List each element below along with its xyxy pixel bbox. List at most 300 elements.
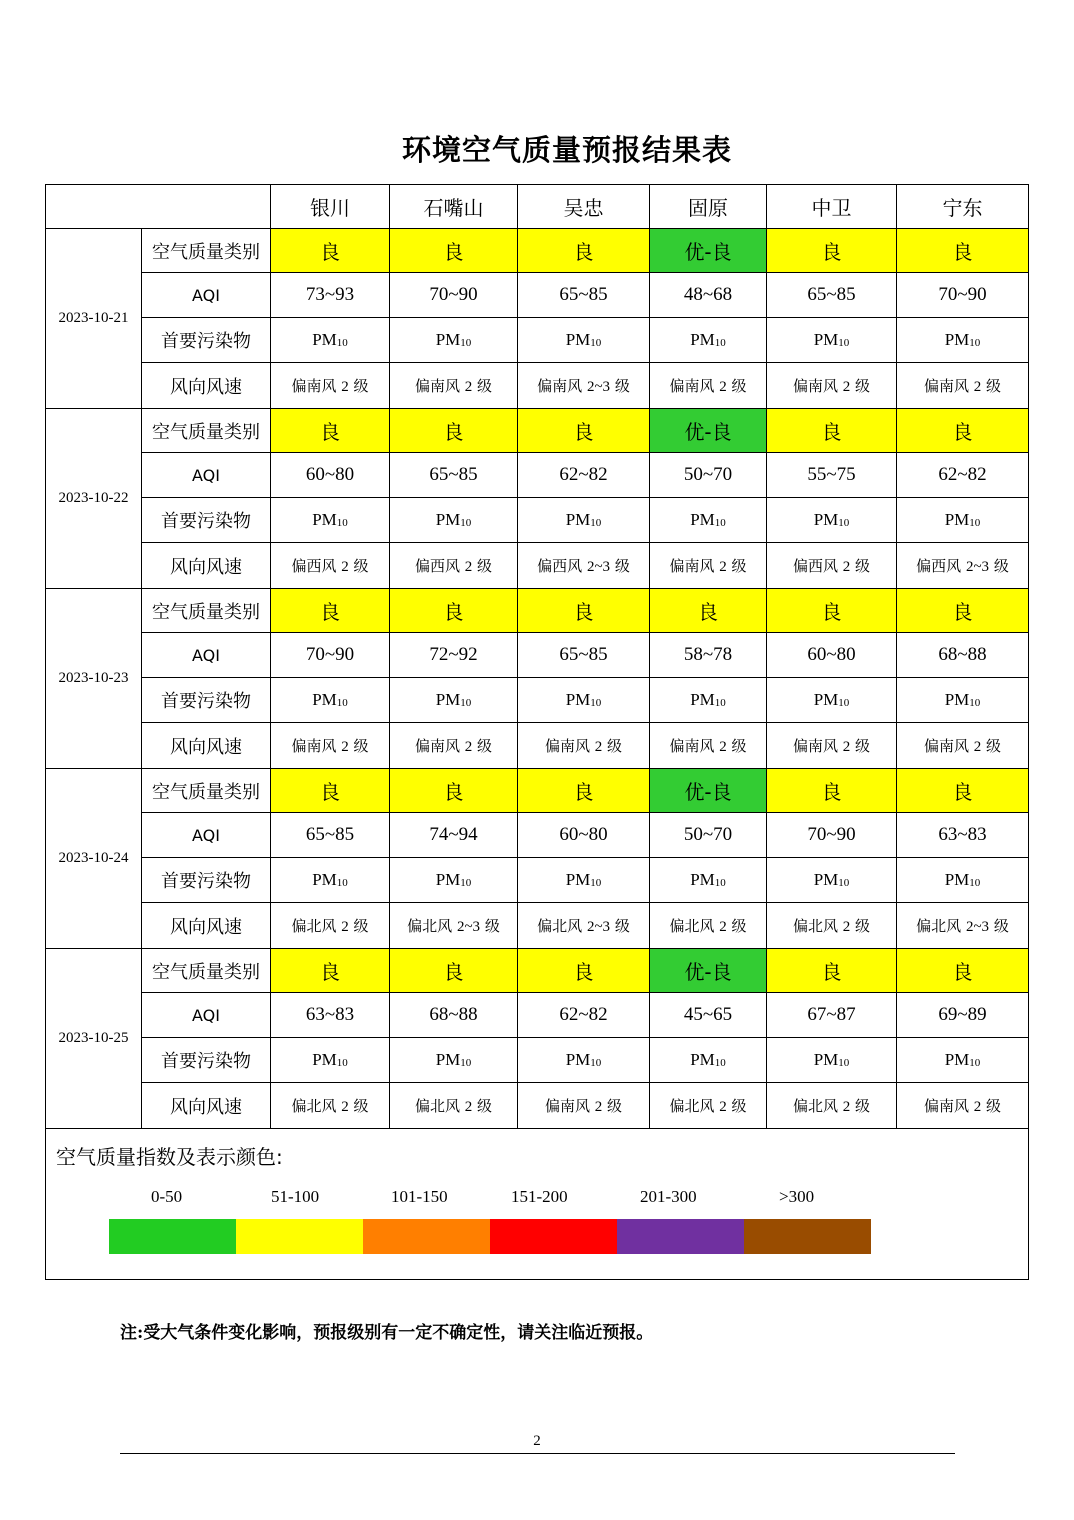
pollutant-subscript: 10: [838, 337, 850, 349]
pollutant-main: PM: [944, 870, 970, 889]
category-row: [46, 769, 1029, 813]
wind-direction: 偏南风: [291, 737, 342, 755]
wind-level: 2: [341, 919, 349, 935]
aqi-cell: 70~90: [767, 813, 897, 858]
pollutant-subscript: 10: [714, 337, 726, 349]
pollutant-subscript: 10: [590, 337, 602, 349]
wind-unit: 级: [850, 557, 871, 575]
row-label-pollutant: 首要污染物: [142, 858, 271, 903]
wind-unit: 级: [472, 377, 493, 395]
pollutant-cell: [897, 678, 1029, 723]
wind-direction: 偏南风: [544, 737, 595, 755]
wind-level: 2: [973, 739, 982, 755]
pollutant-subscript: 10: [838, 1057, 850, 1069]
page-number: 2: [533, 1433, 541, 1449]
pollutant-subscript: 10: [336, 517, 348, 529]
category-cell: 良: [897, 229, 1029, 273]
wind-unit: 级: [480, 917, 500, 935]
pollutant-cell: [897, 498, 1029, 543]
row-label-pollutant: 首要污染物: [142, 318, 271, 363]
category-cell: 良: [767, 589, 897, 633]
pollutant-cell: [390, 858, 518, 903]
pollutant-subscript: 10: [460, 517, 472, 529]
legend-range-label: 201-300: [640, 1187, 697, 1206]
wind-row: [46, 723, 1029, 769]
pollutant-main: PM: [435, 870, 461, 889]
wind-level: 2: [842, 1099, 851, 1115]
wind-cell: [650, 543, 767, 589]
pollutant-subscript: 10: [969, 1057, 981, 1069]
aqi-cell: 65~85: [518, 633, 650, 678]
wind-direction: 偏南风: [414, 377, 465, 395]
forecast-table: [45, 184, 1029, 1280]
aqi-cell: 68~88: [897, 633, 1029, 678]
legend-row: [46, 1129, 1029, 1280]
wind-row: [46, 363, 1029, 409]
pollutant-main: PM: [690, 690, 715, 709]
aqi-cell: 62~82: [518, 993, 650, 1038]
category-cell: 良: [518, 769, 650, 813]
aqi-cell: 45~65: [650, 993, 767, 1038]
pollutant-row: [46, 498, 1029, 543]
wind-unit: 级: [610, 377, 630, 395]
category-row: [46, 949, 1029, 993]
wind-direction: 偏西风: [414, 557, 465, 575]
wind-cell: [897, 1083, 1029, 1129]
pollutant-subscript: 10: [460, 1057, 472, 1069]
aqi-cell: 62~82: [518, 453, 650, 498]
wind-direction: 偏南风: [923, 377, 974, 395]
wind-cell: [271, 1083, 390, 1129]
wind-level: 2: [464, 379, 473, 395]
wind-level: 2: [341, 379, 349, 395]
pollutant-subscript: 10: [969, 877, 981, 889]
row-label-category: 空气质量类别: [142, 769, 271, 813]
wind-cell: [518, 723, 650, 769]
category-cell: 良: [650, 589, 767, 633]
legend-color-swatch: [490, 1219, 617, 1254]
aqi-row: [46, 273, 1029, 318]
aqi-cell: 50~70: [650, 453, 767, 498]
pollutant-cell: [518, 1038, 650, 1083]
wind-cell: [518, 543, 650, 589]
aqi-cell: 72~92: [390, 633, 518, 678]
wind-level: 2: [341, 1099, 349, 1115]
aqi-cell: 60~80: [271, 453, 390, 498]
row-label-pollutant: 首要污染物: [142, 1038, 271, 1083]
wind-unit: 级: [850, 917, 871, 935]
wind-cell: [897, 363, 1029, 409]
pollutant-cell: [518, 318, 650, 363]
category-cell: 良: [390, 589, 518, 633]
wind-level: 2: [341, 559, 349, 575]
category-cell: 优-良: [650, 949, 767, 993]
pollutant-main: PM: [565, 870, 591, 889]
pollutant-main: PM: [690, 330, 715, 349]
pollutant-cell: [897, 318, 1029, 363]
date-cell: 2023-10-25: [46, 949, 142, 1129]
pollutant-subscript: 10: [969, 517, 981, 529]
wind-level: 2: [973, 379, 982, 395]
aqi-cell: 67~87: [767, 993, 897, 1038]
pollutant-main: PM: [565, 330, 591, 349]
category-cell: 良: [767, 409, 897, 453]
aqi-row: [46, 453, 1029, 498]
city-header: 银川: [271, 185, 390, 229]
category-cell: 优-良: [650, 769, 767, 813]
wind-cell: [390, 903, 518, 949]
wind-unit: 级: [726, 377, 747, 395]
pollutant-cell: [271, 318, 390, 363]
wind-cell: [767, 1083, 897, 1129]
aqi-color-legend: [46, 1129, 1029, 1280]
wind-level: 2: [464, 1099, 473, 1115]
pollutant-subscript: 10: [838, 877, 850, 889]
pollutant-cell: [767, 318, 897, 363]
pollutant-cell: [767, 858, 897, 903]
wind-direction: 偏南风: [414, 737, 465, 755]
date-cell: 2023-10-22: [46, 409, 142, 589]
wind-cell: [650, 363, 767, 409]
pollutant-cell: [271, 858, 390, 903]
wind-level: 2: [719, 559, 727, 575]
city-header: 吴忠: [518, 185, 650, 229]
pollutant-cell: [650, 1038, 767, 1083]
wind-level: 2: [464, 739, 473, 755]
pollutant-cell: [518, 678, 650, 723]
pollutant-main: PM: [690, 1050, 715, 1069]
wind-direction: 偏南风: [792, 377, 843, 395]
wind-level: 2~3: [586, 919, 611, 935]
wind-direction: 偏南风: [669, 377, 720, 395]
aqi-cell: 60~80: [767, 633, 897, 678]
wind-direction: 偏北风: [537, 917, 587, 935]
page-title: 环境空气质量预报结果表: [401, 133, 732, 167]
wind-cell: [767, 543, 897, 589]
pollutant-subscript: 10: [969, 337, 981, 349]
wind-level: 2: [719, 739, 727, 755]
pollutant-subscript: 10: [838, 517, 850, 529]
pollutant-cell: [271, 678, 390, 723]
legend-color-swatch: [363, 1219, 490, 1254]
wind-cell: [767, 723, 897, 769]
aqi-cell: 58~78: [650, 633, 767, 678]
wind-direction: 偏北风: [792, 917, 843, 935]
category-cell: 优-良: [650, 229, 767, 273]
legend-range-label: >300: [779, 1187, 815, 1206]
pollutant-subscript: 10: [460, 337, 472, 349]
wind-unit: 级: [981, 1097, 1002, 1115]
pollutant-subscript: 10: [714, 697, 726, 709]
pollutant-cell: [767, 678, 897, 723]
category-cell: 良: [271, 769, 390, 813]
aqi-cell: 74~94: [390, 813, 518, 858]
row-label-aqi: AQI: [142, 633, 271, 678]
wind-direction: 偏南风: [291, 377, 342, 395]
date-cell: 2023-10-21: [46, 229, 142, 409]
category-cell: 良: [271, 949, 390, 993]
wind-unit: 级: [726, 917, 747, 935]
header-row: [46, 185, 1029, 229]
wind-level: 2: [973, 1099, 982, 1115]
city-header: 中卫: [767, 185, 897, 229]
pollutant-cell: [897, 858, 1029, 903]
city-header: 石嘴山: [390, 185, 518, 229]
row-label-pollutant: 首要污染物: [142, 678, 271, 723]
aqi-cell: 73~93: [271, 273, 390, 318]
pollutant-cell: [767, 1038, 897, 1083]
wind-unit: 级: [348, 557, 369, 575]
wind-cell: [897, 903, 1029, 949]
wind-cell: [897, 543, 1029, 589]
pollutant-subscript: 10: [714, 517, 726, 529]
category-cell: 优-良: [650, 409, 767, 453]
row-label-aqi: AQI: [142, 813, 271, 858]
wind-cell: [650, 903, 767, 949]
legend-color-swatch: [109, 1219, 236, 1254]
city-header: 宁东: [897, 185, 1029, 229]
row-label-wind: 风向风速: [142, 363, 271, 409]
pollutant-row: [46, 1038, 1029, 1083]
pollutant-main: PM: [435, 510, 461, 529]
aqi-cell: 69~89: [897, 993, 1029, 1038]
wind-unit: 级: [989, 557, 1009, 575]
pollutant-main: PM: [312, 330, 337, 349]
pollutant-main: PM: [565, 690, 591, 709]
wind-level: 2~3: [965, 919, 990, 935]
pollutant-cell: [390, 678, 518, 723]
legend-color-swatch: [617, 1219, 744, 1254]
wind-cell: [271, 723, 390, 769]
aqi-cell: 48~68: [650, 273, 767, 318]
wind-unit: 级: [348, 1097, 369, 1115]
date-cell: 2023-10-23: [46, 589, 142, 769]
aqi-row: [46, 633, 1029, 678]
category-cell: 良: [518, 949, 650, 993]
pollutant-main: PM: [312, 870, 337, 889]
pollutant-subscript: 10: [590, 517, 602, 529]
category-cell: 良: [271, 229, 390, 273]
wind-direction: 偏北风: [407, 917, 457, 935]
pollutant-cell: [650, 858, 767, 903]
pollutant-main: PM: [813, 330, 839, 349]
pollutant-subscript: 10: [714, 877, 726, 889]
category-cell: 良: [390, 949, 518, 993]
category-cell: 良: [390, 409, 518, 453]
wind-level: 2~3: [965, 559, 990, 575]
category-cell: 良: [271, 409, 390, 453]
wind-unit: 级: [850, 1097, 871, 1115]
aqi-cell: 65~85: [271, 813, 390, 858]
aqi-cell: 65~85: [518, 273, 650, 318]
pollutant-subscript: 10: [590, 1057, 602, 1069]
wind-unit: 级: [726, 557, 747, 575]
wind-level: 2~3: [456, 919, 481, 935]
category-cell: 良: [271, 589, 390, 633]
row-label-wind: 风向风速: [142, 903, 271, 949]
pollutant-cell: [897, 1038, 1029, 1083]
wind-cell: [271, 363, 390, 409]
row-label-category: 空气质量类别: [142, 949, 271, 993]
pollutant-cell: [650, 678, 767, 723]
wind-unit: 级: [348, 377, 369, 395]
wind-level: 2~3: [586, 559, 611, 575]
aqi-cell: 70~90: [271, 633, 390, 678]
legend-range-label: 0-50: [151, 1187, 183, 1206]
pollutant-main: PM: [435, 330, 461, 349]
aqi-cell: 63~83: [271, 993, 390, 1038]
header-corner: [46, 185, 271, 229]
pollutant-cell: [650, 498, 767, 543]
wind-cell: [271, 903, 390, 949]
date-cell: 2023-10-24: [46, 769, 142, 949]
wind-direction: 偏南风: [669, 557, 720, 575]
wind-cell: [650, 723, 767, 769]
wind-direction: 偏西风: [916, 557, 966, 575]
wind-unit: 级: [981, 737, 1002, 755]
category-cell: 良: [518, 589, 650, 633]
pollutant-row: [46, 678, 1029, 723]
aqi-cell: 62~82: [897, 453, 1029, 498]
category-cell: 良: [897, 769, 1029, 813]
aqi-cell: 68~88: [390, 993, 518, 1038]
pollutant-subscript: 10: [838, 697, 850, 709]
wind-cell: [390, 363, 518, 409]
pollutant-main: PM: [944, 510, 970, 529]
wind-level: 2: [719, 379, 727, 395]
pollutant-cell: [390, 498, 518, 543]
pollutant-subscript: 10: [714, 1057, 726, 1069]
row-label-aqi: AQI: [142, 453, 271, 498]
pollutant-main: PM: [944, 690, 970, 709]
row-label-wind: 风向风速: [142, 1083, 271, 1129]
wind-unit: 级: [348, 737, 369, 755]
wind-unit: 级: [602, 1097, 623, 1115]
category-cell: 良: [518, 409, 650, 453]
wind-cell: [271, 543, 390, 589]
wind-cell: [767, 363, 897, 409]
pollutant-subscript: 10: [336, 337, 348, 349]
legend-title: 空气质量指数及表示颜色:: [56, 1145, 283, 1169]
pollutant-cell: [271, 1038, 390, 1083]
category-cell: 良: [767, 229, 897, 273]
category-cell: 良: [518, 229, 650, 273]
row-label-aqi: AQI: [142, 273, 271, 318]
row-label-pollutant: 首要污染物: [142, 498, 271, 543]
pollutant-cell: [518, 858, 650, 903]
pollutant-main: PM: [813, 510, 839, 529]
pollutant-main: PM: [813, 690, 839, 709]
wind-row: [46, 903, 1029, 949]
pollutant-main: PM: [813, 870, 839, 889]
wind-row: [46, 543, 1029, 589]
wind-cell: [897, 723, 1029, 769]
pollutant-cell: [390, 1038, 518, 1083]
wind-level: 2: [594, 1099, 603, 1115]
aqi-cell: 63~83: [897, 813, 1029, 858]
aqi-cell: 55~75: [767, 453, 897, 498]
aqi-cell: 60~80: [518, 813, 650, 858]
pollutant-main: PM: [944, 330, 970, 349]
pollutant-subscript: 10: [336, 877, 348, 889]
wind-unit: 级: [602, 737, 623, 755]
category-cell: 良: [897, 589, 1029, 633]
wind-cell: [767, 903, 897, 949]
wind-cell: [390, 543, 518, 589]
pollutant-main: PM: [565, 1050, 591, 1069]
category-cell: 良: [767, 769, 897, 813]
category-row: [46, 589, 1029, 633]
pollutant-main: PM: [813, 1050, 839, 1069]
wind-direction: 偏北风: [291, 1097, 342, 1115]
category-cell: 良: [767, 949, 897, 993]
pollutant-main: PM: [312, 690, 337, 709]
pollutant-subscript: 10: [336, 1057, 348, 1069]
pollutant-row: [46, 858, 1029, 903]
category-cell: 良: [390, 229, 518, 273]
legend-range-label: 151-200: [511, 1187, 568, 1206]
wind-unit: 级: [610, 917, 630, 935]
legend-color-swatch: [744, 1219, 871, 1254]
wind-unit: 级: [981, 377, 1002, 395]
wind-direction: 偏西风: [537, 557, 587, 575]
category-row: [46, 409, 1029, 453]
wind-direction: 偏北风: [916, 917, 966, 935]
pollutant-subscript: 10: [336, 697, 348, 709]
pollutant-row: [46, 318, 1029, 363]
wind-cell: [518, 1083, 650, 1129]
aqi-cell: 65~85: [767, 273, 897, 318]
wind-unit: 级: [726, 1097, 747, 1115]
pollutant-subscript: 10: [460, 697, 472, 709]
pollutant-main: PM: [690, 510, 715, 529]
wind-level: 2: [842, 559, 851, 575]
wind-level: 2: [719, 919, 727, 935]
pollutant-cell: [390, 318, 518, 363]
wind-row: [46, 1083, 1029, 1129]
pollutant-cell: [271, 498, 390, 543]
pollutant-main: PM: [435, 690, 461, 709]
wind-direction: 偏北风: [792, 1097, 843, 1115]
wind-direction: 偏北风: [669, 917, 720, 935]
wind-unit: 级: [348, 917, 369, 935]
legend-range-label: 101-150: [391, 1187, 448, 1206]
aqi-row: [46, 993, 1029, 1038]
row-label-category: 空气质量类别: [142, 589, 271, 633]
legend-color-swatch: [236, 1219, 363, 1254]
aqi-cell: 70~90: [897, 273, 1029, 318]
wind-direction: 偏南风: [923, 1097, 974, 1115]
wind-direction: 偏南风: [669, 737, 720, 755]
wind-level: 2: [594, 739, 603, 755]
aqi-cell: 70~90: [390, 273, 518, 318]
wind-direction: 偏北风: [291, 917, 342, 935]
pollutant-subscript: 10: [969, 697, 981, 709]
wind-direction: 偏北风: [669, 1097, 720, 1115]
forecast-note: 注:受大气条件变化影响，预报级别有一定不确定性，请关注临近预报。: [120, 1323, 654, 1343]
pollutant-cell: [767, 498, 897, 543]
category-cell: 良: [897, 409, 1029, 453]
pollutant-main: PM: [944, 1050, 970, 1069]
pollutant-subscript: 10: [590, 877, 602, 889]
wind-level: 2: [842, 379, 851, 395]
wind-cell: [650, 1083, 767, 1129]
wind-cell: [390, 1083, 518, 1129]
wind-unit: 级: [610, 557, 630, 575]
wind-direction: 偏南风: [537, 377, 587, 395]
pollutant-cell: [650, 318, 767, 363]
category-cell: 良: [390, 769, 518, 813]
